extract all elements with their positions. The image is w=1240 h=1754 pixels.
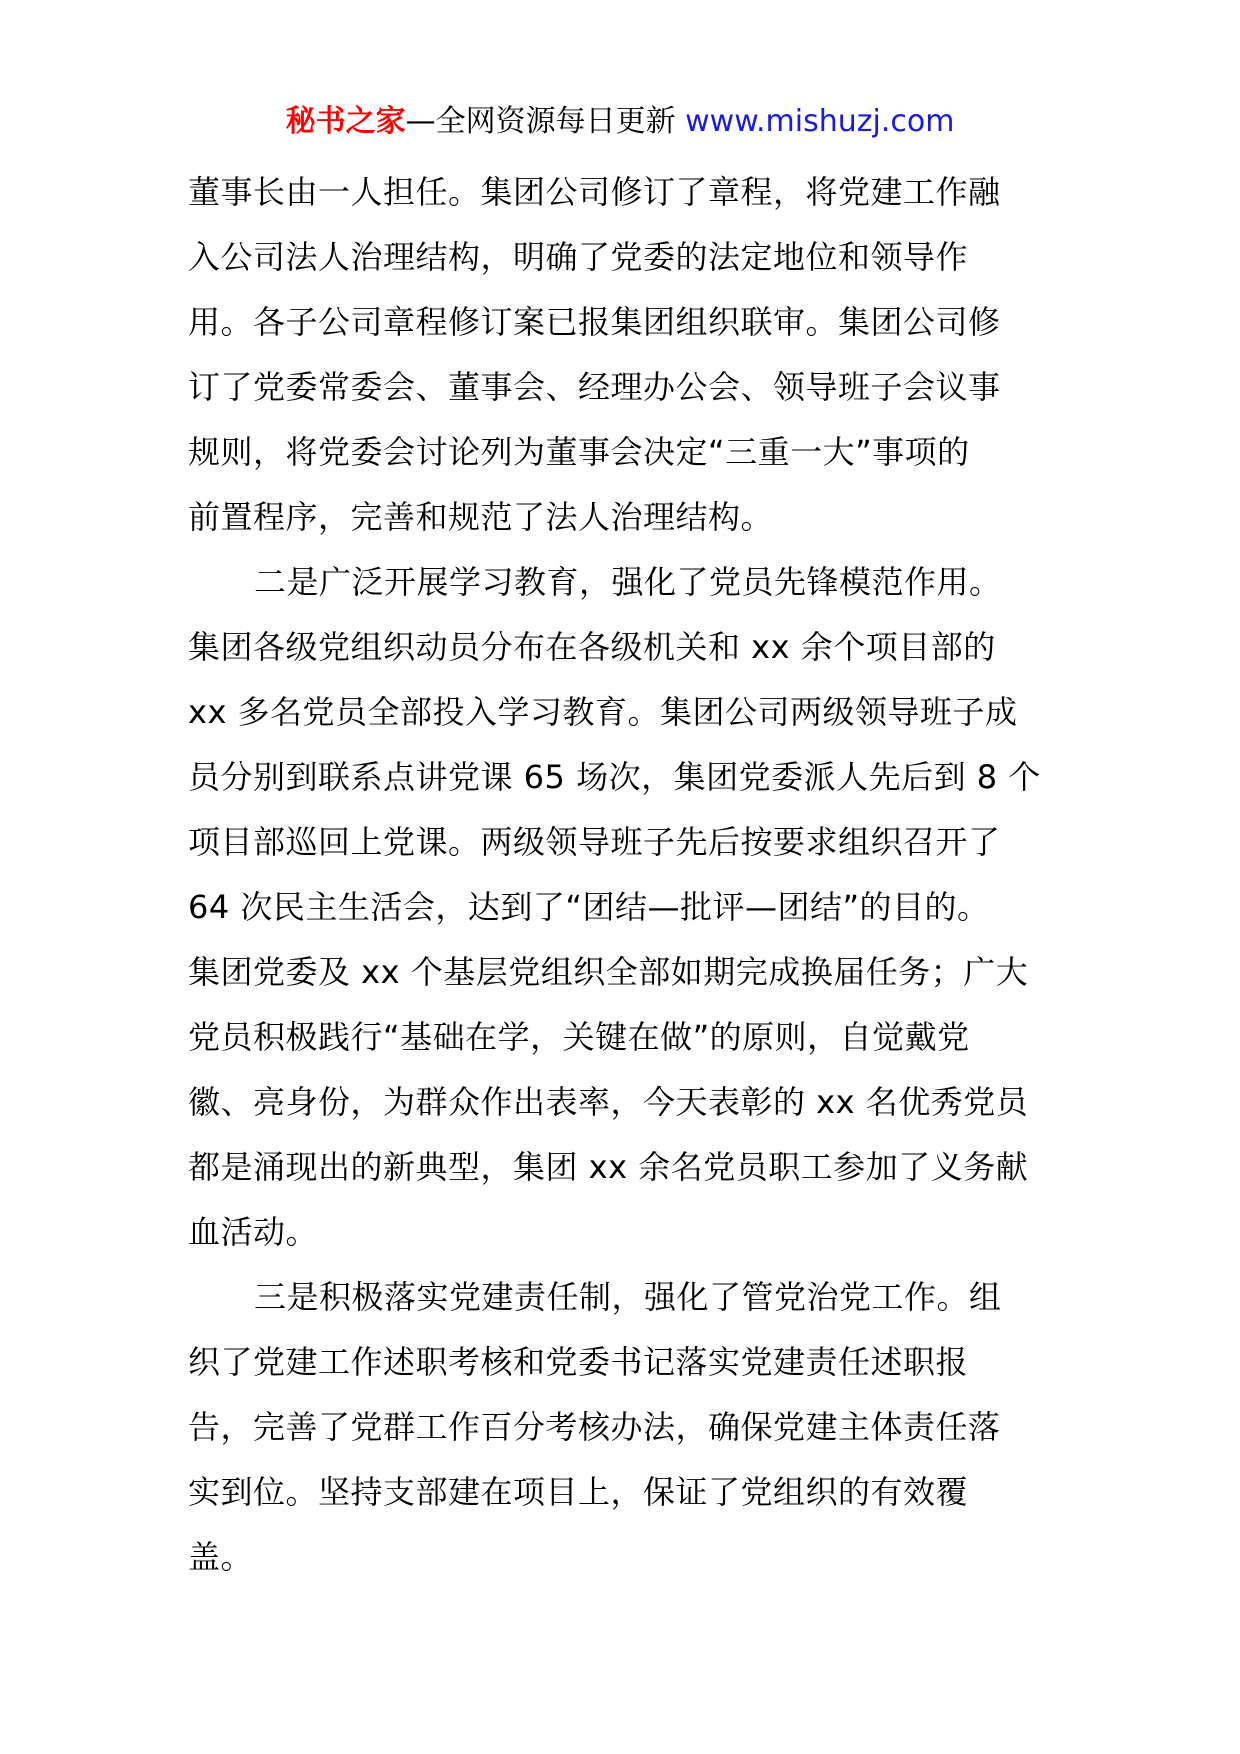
text-line: 入公司法人治理结构，明确了党委的法定地位和领导作 (188, 238, 969, 276)
text-line: 织了党建工作述职考核和党委书记落实党建责任述职报 (188, 1343, 969, 1381)
text-line: 项目部巡回上党课。两级领导班子先后按要求组织召开了 (188, 823, 1001, 861)
brand-name: 秘书之家 (285, 104, 406, 139)
text-line: 用。各子公司章程修订案已报集团组织联审。集团公司修 (188, 303, 1001, 341)
text-line: 董事长由一人担任。集团公司修订了章程，将党建工作融 (188, 173, 1001, 211)
text-line: 集团党委及 xx 个基层党组织全部如期完成换届任务；广大 (188, 953, 1029, 991)
text-line: 都是涌现出的新典型，集团 xx 余名党员职工参加了义务献 (188, 1148, 1029, 1186)
text-line: 盖。 (188, 1538, 254, 1576)
paragraph-3 (188, 1265, 1058, 1590)
paragraph-2 (188, 550, 1058, 1265)
website-link[interactable]: www.mishuzj.com (685, 104, 955, 139)
text-line: 党员积极践行“基础在学，关键在做”的原则，自觉戴党 (188, 1018, 970, 1056)
text-line: 二是广泛开展学习教育，强化了党员先锋模范作用。 (254, 563, 1002, 601)
text-line: 64 次民主生活会，达到了“团结—批评—团结”的目的。 (188, 888, 990, 926)
text-line: 告，完善了党群工作百分考核办法，确保党建主体责任落 (188, 1408, 1001, 1446)
paragraph-1 (188, 160, 1058, 550)
text-line: 血活动。 (188, 1213, 319, 1251)
header-tagline: —全网资源每日更新 (405, 104, 686, 139)
text-line: 徽、亮身份，为群众作出表率，今天表彰的 xx 名优秀党员 (188, 1083, 1029, 1121)
text-line: 员分别到联系点讲党课 65 场次，集团党委派人先后到 8 个 (188, 758, 1041, 796)
page-header (0, 102, 1240, 142)
text-line: 订了党委常委会、董事会、经理办公会、领导班子会议事 (188, 368, 1001, 406)
text-line: xx 多名党员全部投入学习教育。集团公司两级领导班子成 (188, 693, 1018, 731)
document-body (188, 160, 1058, 1590)
text-line: 实到位。坚持支部建在项目上，保证了党组织的有效覆 (188, 1473, 969, 1511)
text-line: 前置程序，完善和规范了法人治理结构。 (188, 498, 774, 536)
text-line: 集团各级党组织动员分布在各级机关和 xx 余个项目部的 (188, 628, 996, 666)
text-line: 三是积极落实党建责任制，强化了管党治党工作。组 (254, 1278, 1002, 1316)
text-line: 规则，将党委会讨论列为董事会决定“三重一大”事项的 (188, 433, 970, 471)
